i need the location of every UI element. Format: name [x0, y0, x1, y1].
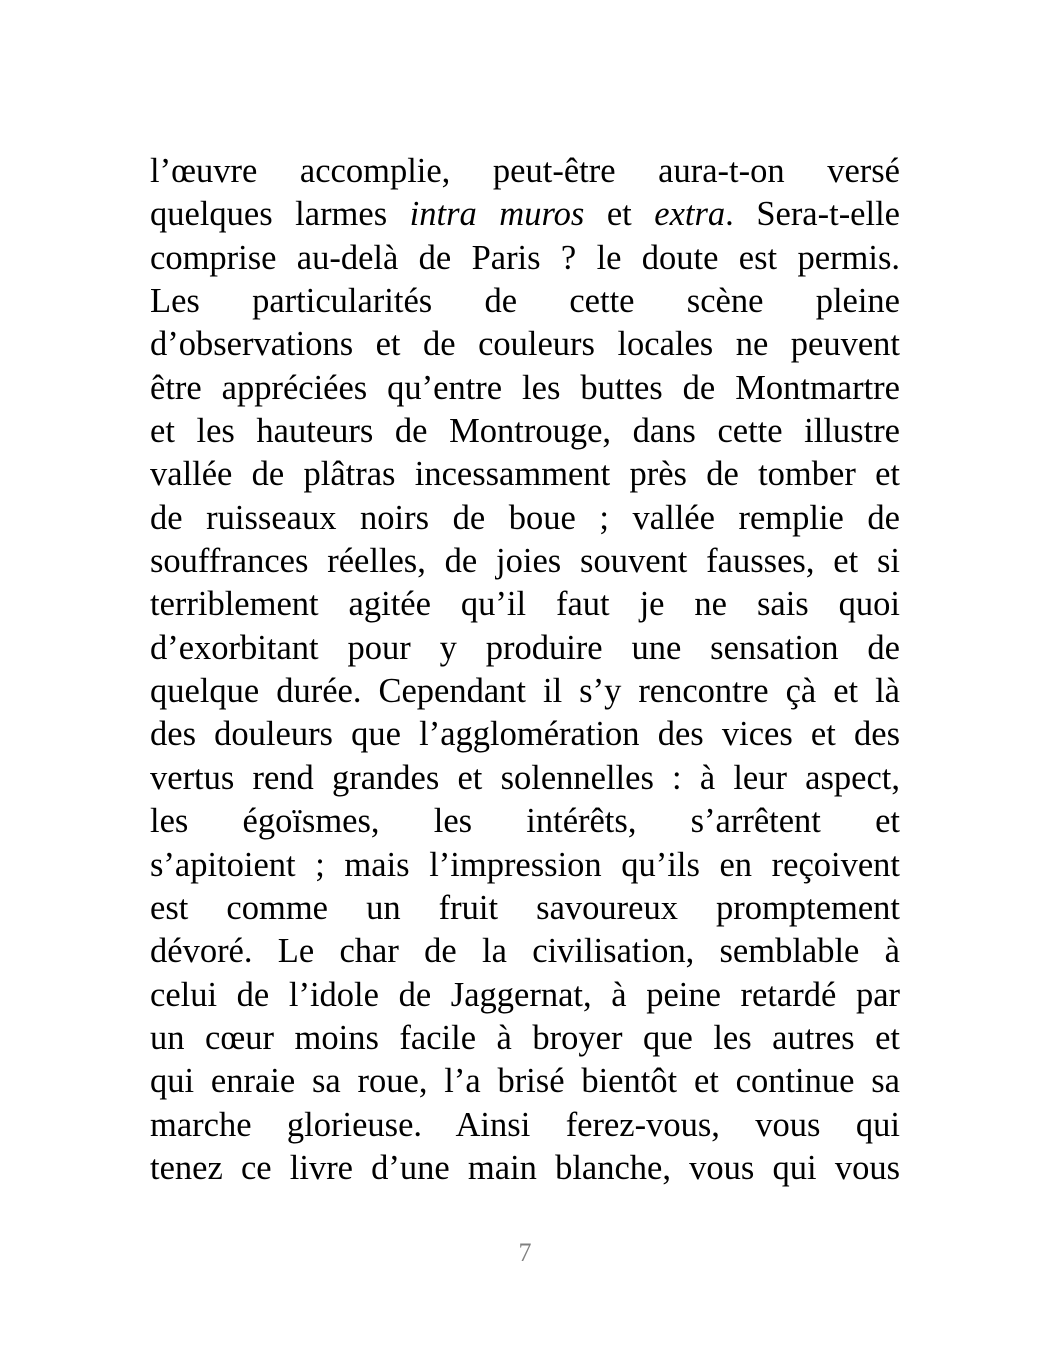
- text-line: Les particularités de cette scène pleine: [150, 282, 900, 321]
- text-line: est comme un fruit savoureux promptement: [150, 888, 900, 927]
- body-text: [150, 150, 900, 1190]
- text-line: qui enraie sa roue, l’a brisé bientôt et continue sa: [150, 1062, 900, 1101]
- italic-text: extra: [654, 195, 726, 234]
- text-line: dévoré. Le char de la civilisation, semblable à: [150, 932, 900, 971]
- text-line: être appréciées qu’entre les buttes de Montmartre: [150, 368, 900, 407]
- text-line: d’exorbitant pour y produire une sensation de: [150, 628, 900, 667]
- text-line: les égoïsmes, les intérêts, s’arrêtent et: [150, 802, 900, 841]
- text-line: terriblement agitée qu’il faut je ne sais quoi: [150, 585, 900, 624]
- text-line: marche glorieuse. Ainsi ferez-vous, vous qui: [150, 1105, 900, 1144]
- text-line: quelque durée. Cependant il s’y rencontre çà et là: [150, 672, 900, 711]
- text-line: de ruisseaux noirs de boue ; vallée remplie de: [150, 498, 900, 537]
- text-line: des douleurs que l’agglomération des vices et des: [150, 715, 900, 754]
- text-segment: quelques larmes: [150, 195, 410, 234]
- text-line: et les hauteurs de Montrouge, dans cette illustre: [150, 412, 900, 451]
- text-line-with-italics: [150, 193, 900, 236]
- text-line: celui de l’idole de Jaggernat, à peine retardé par: [150, 975, 900, 1014]
- text-line: comprise au-delà de Paris ? le doute est permis.: [150, 238, 900, 277]
- text-segment: et: [584, 195, 655, 234]
- text-line: un cœur moins facile à broyer que les autres et: [150, 1018, 900, 1057]
- text-line: souffrances réelles, de joies souvent fausses, et si: [150, 542, 900, 581]
- text-line: l’œuvre accomplie, peut-être aura-t-on versé: [150, 152, 900, 190]
- text-line: tenez ce livre d’une main blanche, vous qui vous: [150, 1148, 900, 1187]
- text-line: s’apitoient ; mais l’impression qu’ils en reçoivent: [150, 845, 900, 884]
- text-segment: . Sera-t-elle: [725, 195, 900, 234]
- page-number: 7: [518, 1238, 532, 1267]
- text-line: vallée de plâtras incessamment près de tomber et: [150, 455, 900, 494]
- italic-text: intra muros: [409, 195, 585, 234]
- text-line: d’observations et de couleurs locales ne peuvent: [150, 325, 900, 364]
- text-line: vertus rend grandes et solennelles : à leur aspect,: [150, 758, 900, 797]
